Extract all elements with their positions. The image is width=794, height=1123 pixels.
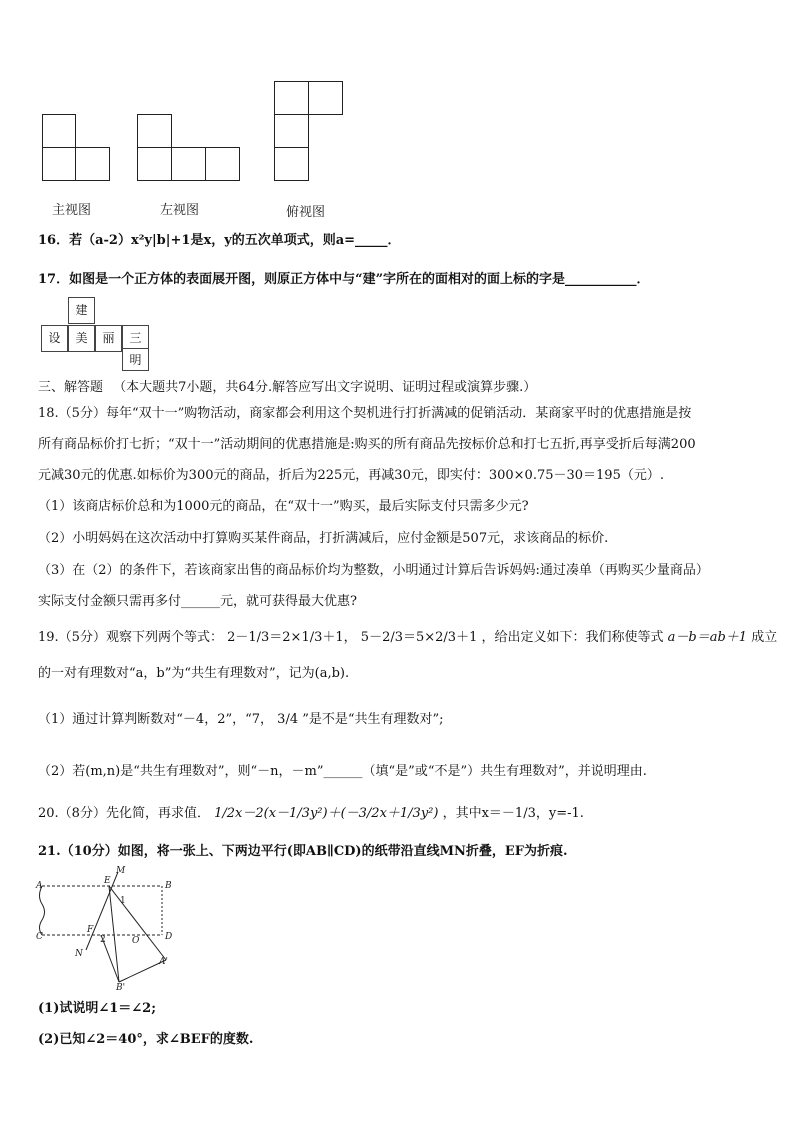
label-E: E — [104, 876, 111, 886]
q19-p1-text: （1）通过计算判断数对“－4，2”，“7， — [38, 712, 274, 727]
question-16: 16．若（a-2）x²y|b|+1是x，y的五次单项式，则a=_____． — [38, 233, 401, 248]
top-view-label: 俯视图 — [286, 205, 326, 220]
q19-mid: ，给出定义如下：我们称使等式 — [481, 630, 664, 645]
q20-head: 20.（8分）先化简，再求值． — [38, 806, 210, 821]
net-cell: 三 — [122, 325, 149, 352]
label-2: 2 — [100, 935, 106, 945]
q19-definition: a－b＝ab＋1 — [667, 630, 748, 645]
question-18-line: 18.（5分）每年“双十一”购物活动，商家都会利用这个契机进行打折满减的促销活动．某商家平时的优惠措施是按 — [38, 406, 692, 421]
net-cell: 建 — [68, 297, 95, 324]
section-title: 三、解答题 — [38, 380, 104, 395]
label-D: D — [165, 932, 173, 942]
top-view-square — [274, 81, 309, 115]
label-1: 1 — [120, 896, 126, 906]
q19-p1-fraction: 3/4 — [277, 712, 299, 727]
label-C: C — [36, 932, 43, 942]
question-20 — [38, 804, 584, 824]
q19-p1-tail: ”是不是“共生有理数对”; — [302, 712, 444, 727]
question-19-part-2: （2）若(m,n)是“共生有理数对”，则“－n，－m”______（填“是”或“不是”）共生有理数对”，并说明理由. — [38, 764, 647, 779]
q20-condition: ，其中x＝－1/3，y=-1. — [442, 806, 584, 821]
section-heading — [38, 378, 536, 398]
q19-head: 19.（5分）观察下列两个等式： — [38, 630, 223, 645]
question-21: 21.（10分）如图，将一张上、下两边平行(即AB∥CD)的纸带沿直线MN折叠，EF为折痕. — [38, 844, 568, 859]
section-note: （本大题共7小题，共64分.解答应写出文字说明、证明过程或演算步骤.） — [113, 380, 537, 395]
question-18-part-3-cont: 实际支付金额只需再多付______元，就可获得最大优惠? — [38, 594, 357, 609]
front-view-label: 主视图 — [52, 203, 92, 218]
label-A-prime: A' — [159, 957, 168, 967]
net-cell: 明 — [122, 348, 149, 371]
question-17: 17．如图是一个正方体的表面展开图，则原正方体中与“建”字所在的面相对的面上标的字是___________． — [38, 272, 650, 287]
question-18-line: 所有商品标价打七折；“双十一”活动期间的优惠措施是:购买的所有商品先按标价总和打七五折,再享受折后每满200 — [38, 437, 696, 452]
q19-tail: 成立 — [751, 630, 778, 645]
question-18-part-2: （2）小明妈妈在这次活动中打算购买某件商品，打折满减后，应付金额是507元，求该商品的标价. — [38, 531, 609, 546]
q20-expression: 1/2x－2(x－1/3y²)＋(－3/2x＋1/3y²) — [214, 806, 439, 821]
label-M: M — [116, 866, 126, 876]
left-view-square — [171, 147, 206, 181]
net-cell: 设 — [41, 325, 68, 352]
question-19-line: 19.（5分）观察下列两个等式： 2－1/3＝2×1/3＋1， 5－2/3＝5×2/3＋1 ，给出定义如下：我们称使等式 a－b＝ab＋1 成立 — [38, 630, 778, 645]
front-view-square — [42, 147, 76, 181]
net-cell: 丽 — [95, 325, 122, 352]
question-18-line: 元减30元的优惠.如标价为300元的商品，折后为225元，再减30元，即实付：300×0.75－30＝195（元）. — [38, 468, 664, 483]
question-18-part-1: （1）该商店标价总和为1000元的商品，在“双十一”购买，最后实际支付只需多少元? — [38, 499, 529, 514]
label-F: F — [87, 925, 94, 935]
net-cell: 美 — [68, 325, 95, 352]
top-view-square — [274, 114, 309, 148]
q19-equation-2: 5－2/3＝5×2/3＋1 — [360, 630, 478, 645]
left-view-square — [137, 114, 172, 148]
label-B: B — [165, 881, 172, 891]
front-view-square — [42, 114, 76, 148]
question-18-part-3: （3）在（2）的条件下，若该商家出售的商品标价均为整数，小明通过计算后告诉妈妈:通过凑单（再购买少量商品） — [38, 563, 709, 578]
label-B-prime: B' — [116, 983, 126, 990]
label-O: O — [132, 936, 140, 946]
top-view-square — [308, 81, 343, 115]
q19-equation-1: 2－1/3＝2×1/3＋1 — [227, 630, 344, 645]
question-21-part-1: (1)试说明∠1＝∠2; — [38, 1001, 157, 1016]
label-N: N — [75, 949, 83, 959]
left-view-square — [205, 147, 240, 181]
label-A: A — [36, 881, 43, 891]
left-view-label: 左视图 — [160, 203, 200, 218]
left-view-square — [137, 147, 172, 181]
front-view-square — [75, 147, 110, 181]
question-19-line-2: 的一对有理数对“a，b”为“共生有理数对”，记为(a,b). — [38, 666, 350, 681]
question-19-part-1 — [38, 710, 444, 730]
top-view-square — [274, 147, 309, 181]
question-21-part-2: (2)已知∠2＝40°，求∠BEF的度数. — [38, 1032, 254, 1047]
folded-strip-figure — [34, 864, 184, 990]
